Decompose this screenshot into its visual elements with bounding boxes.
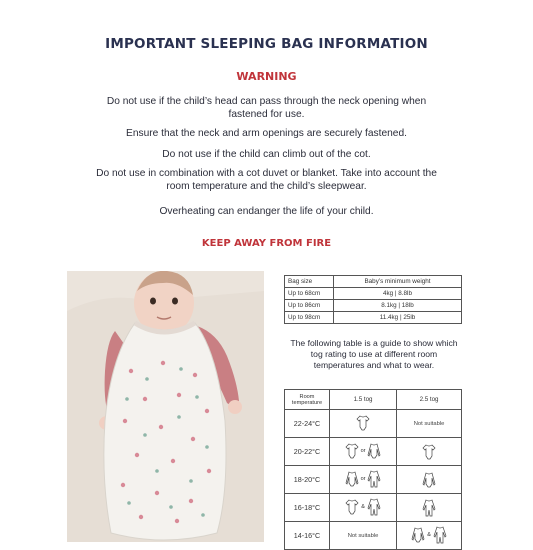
temperature-cell: 22-24°C	[285, 410, 330, 438]
warning-text-climb: Do not use if the child can climb out of the cot.	[162, 149, 371, 160]
warning-text-duvet: Do not use in combination with a cot duvet or blanket. Take into account the room temperature and the child’s sleepwear.	[96, 168, 437, 192]
short-sleeve-bodysuit-icon	[345, 499, 359, 515]
clothing-cell	[330, 438, 397, 466]
table-header-row	[285, 276, 462, 288]
clothing-cell	[330, 410, 397, 438]
warning-text-overheating: Overheating can endanger the life of your child.	[159, 206, 374, 217]
temperature-cell: 20-22°C	[285, 438, 330, 466]
not-suitable-cell: Not suitable	[397, 410, 462, 438]
size-weight-table	[284, 275, 462, 324]
temperature-cell: 18-20°C	[285, 466, 330, 494]
table-row	[285, 466, 462, 494]
clothing-cell	[397, 494, 462, 522]
or-label: or	[360, 447, 366, 454]
temperature-cell: 16-18°C	[285, 494, 330, 522]
weight-cell: 4kg | 8.8lb	[334, 288, 462, 300]
bag-size-cell: Up to 86cm	[285, 300, 334, 312]
long-sleeve-bodysuit-icon	[411, 527, 425, 543]
weight-cell: 11.4kg | 25lb	[334, 312, 462, 324]
sleepsuit-icon	[422, 499, 436, 517]
header-room-temperature: Room temperature	[285, 390, 330, 410]
header-1-5-tog: 1.5 tog	[330, 390, 397, 410]
long-sleeve-bodysuit-icon	[422, 472, 436, 488]
sleepsuit-icon	[433, 526, 447, 544]
table-row	[285, 410, 462, 438]
table-row	[285, 300, 462, 312]
weight-cell: 8.1kg | 18lb	[334, 300, 462, 312]
long-sleeve-bodysuit-icon	[345, 471, 359, 487]
table-row	[285, 438, 462, 466]
sleepsuit-icon	[367, 498, 381, 516]
sleepsuit-icon	[367, 470, 381, 488]
table-row	[285, 288, 462, 300]
short-sleeve-bodysuit-icon	[422, 444, 436, 460]
or-label: or	[360, 476, 366, 482]
and-label: &	[361, 504, 365, 510]
page-title: IMPORTANT SLEEPING BAG INFORMATION	[105, 36, 428, 52]
warning-heading: WARNING	[236, 70, 297, 83]
header-2-5-tog: 2.5 tog	[397, 390, 462, 410]
and-label: &	[427, 532, 431, 538]
product-photo	[67, 271, 264, 542]
fire-warning-heading: KEEP AWAY FROM FIRE	[201, 238, 332, 249]
clothing-cell	[397, 466, 462, 494]
baby-sleeping-bag-image	[67, 271, 264, 542]
bag-size-cell: Up to 98cm	[285, 312, 334, 324]
clothing-cell	[330, 494, 397, 522]
table-row	[285, 494, 462, 522]
short-sleeve-bodysuit-icon	[345, 443, 359, 459]
tog-guide-text: The following table is a guide to show which tog rating to use at different room temperatures and what to wear.	[290, 338, 458, 370]
clothing-cell	[397, 438, 462, 466]
long-sleeve-bodysuit-icon	[367, 443, 381, 459]
temperature-cell: 14-16°C	[285, 522, 330, 550]
short-sleeve-bodysuit-icon	[356, 415, 370, 431]
table-row	[285, 522, 462, 550]
header-bag-size: Bag size	[285, 276, 334, 288]
bag-size-cell: Up to 68cm	[285, 288, 334, 300]
clothing-cell	[330, 466, 397, 494]
not-suitable-cell: Not suitable	[330, 522, 397, 550]
table-header-row	[285, 390, 462, 410]
tog-rating-table	[284, 389, 462, 550]
warning-text-neck: Do not use if the child’s head can pass through the neck opening when fastened for use.	[106, 96, 427, 120]
header-min-weight: Baby’s minimum weight	[334, 276, 462, 288]
warning-text-fastened: Ensure that the neck and arm openings are securely fastened.	[126, 128, 407, 139]
table-row	[285, 312, 462, 324]
clothing-cell	[397, 522, 462, 550]
